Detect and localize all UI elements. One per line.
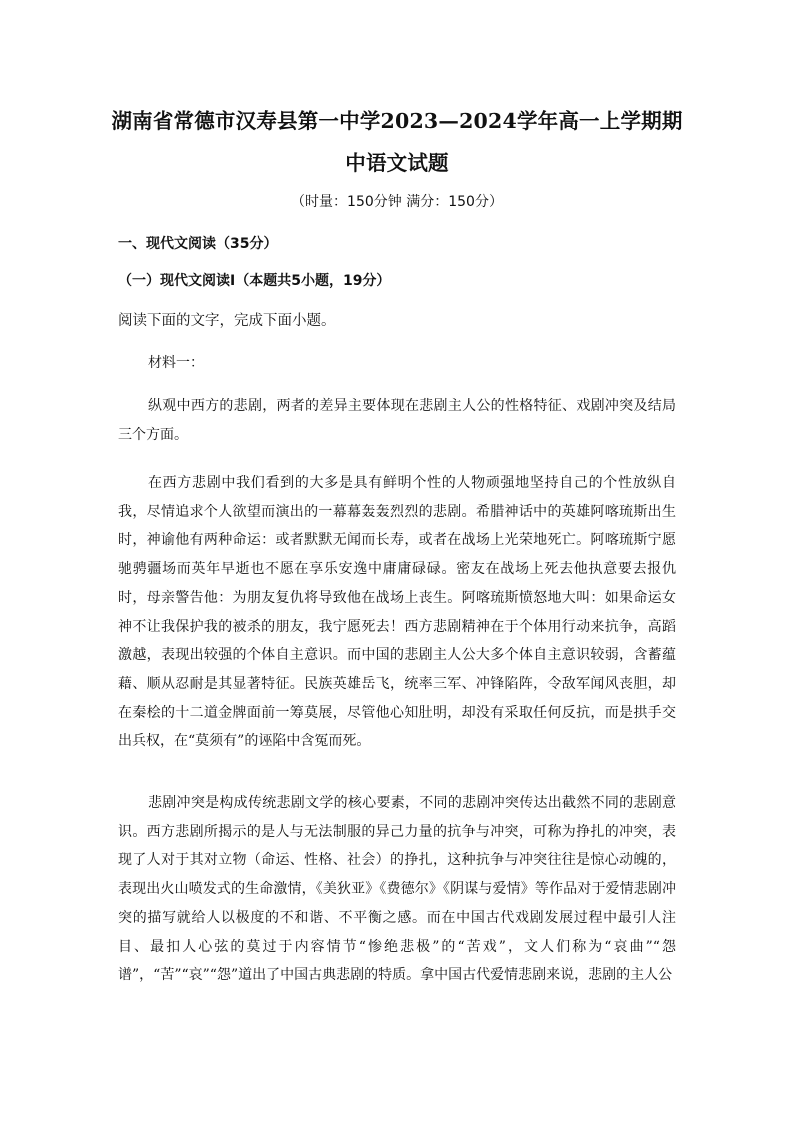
subsection-heading: （一）现代文阅读Ⅰ（本题共5小题，19分） [118, 273, 391, 289]
exam-info: （时量：150分钟 满分：150分） [291, 194, 503, 210]
paragraph-2: 在西方悲剧中我们看到的大多是具有鲜明个性的人物顽强地坚持自己的个性放纵自我，尽情追求个人欲望而演出的一幕幕轰轰烈烈的悲剧。希腊神话中的英雄阿喀琉斯出生时，神谕他有两种命运：或者默默无闻而长寿，或者在战场上光荣地死亡。阿喀琉斯宁愿驰骋疆场而英年早逝也不愿在享乐安逸中庸庸碌碌。密友在战场上死去他执意要去报仇时，母亲警告他：为朋友复仇将导致他在战场上丧生。阿喀琉斯愤怒地大叫：如果命运女神不让我保护我的被杀的朋友，我宁愿死去！西方悲剧精神在于个体用行动来抗争，高蹈激越，表现出较强的个体自主意识。而中国的悲剧主人公大多个体自主意识较弱，含蓄蕴藉、顺从忍耐是其显著特征。民族英雄岳飞，统率三军、冲锋陷阵，令敌军闻风丧胆，却在秦桧的十二道金牌面前一筹莫展，尽管他心知肚明，却没有采取任何反抗，而是拱手交出兵权，在“莫须有”的诬陷中含冤而死。 [118, 475, 676, 750]
material-label: 材料一： [148, 355, 204, 371]
document-title-line2: 中语文试题 [345, 151, 449, 175]
reading-instruction: 阅读下面的文字，完成下面小题。 [118, 313, 336, 329]
paragraph-1: 纵观中西方的悲剧，两者的差异主要体现在悲剧主人公的性格特征、戏剧冲突及结局三个方面。 [118, 398, 676, 443]
section-heading: 一、现代文阅读（35分） [118, 236, 278, 252]
paragraph-3: 悲剧冲突是构成传统悲剧文学的核心要素，不同的悲剧冲突传达出截然不同的悲剧意识。西方悲剧所揭示的是人与无法制服的异己力量的抗争与冲突，可称为挣扎的冲突，表现了人对于其对立物（命运、性格、社会）的挣扎，这种抗争与冲突往往是惊心动魄的，表现出火山喷发式的生命激情，《美狄亚》《费德尔》《阴谋与爱情》等作品对于爱情悲剧冲突的描写就给人以极度的不和谐、不平衡之感。而在中国古代戏剧发展过程中最引人注目、最扣人心弦的莫过于内容情节“惨绝悲极”的“苦戏”，文人们称为“哀曲”“怨谱”，“苦”“哀”“怨”道出了中国古典悲剧的特质。拿中国古代爱情悲剧来说，悲剧的主人公 [118, 795, 676, 984]
document-title-line1: 湖南省常德市汉寿县第一中学2023—2024学年高一上学期期 [111, 109, 683, 133]
